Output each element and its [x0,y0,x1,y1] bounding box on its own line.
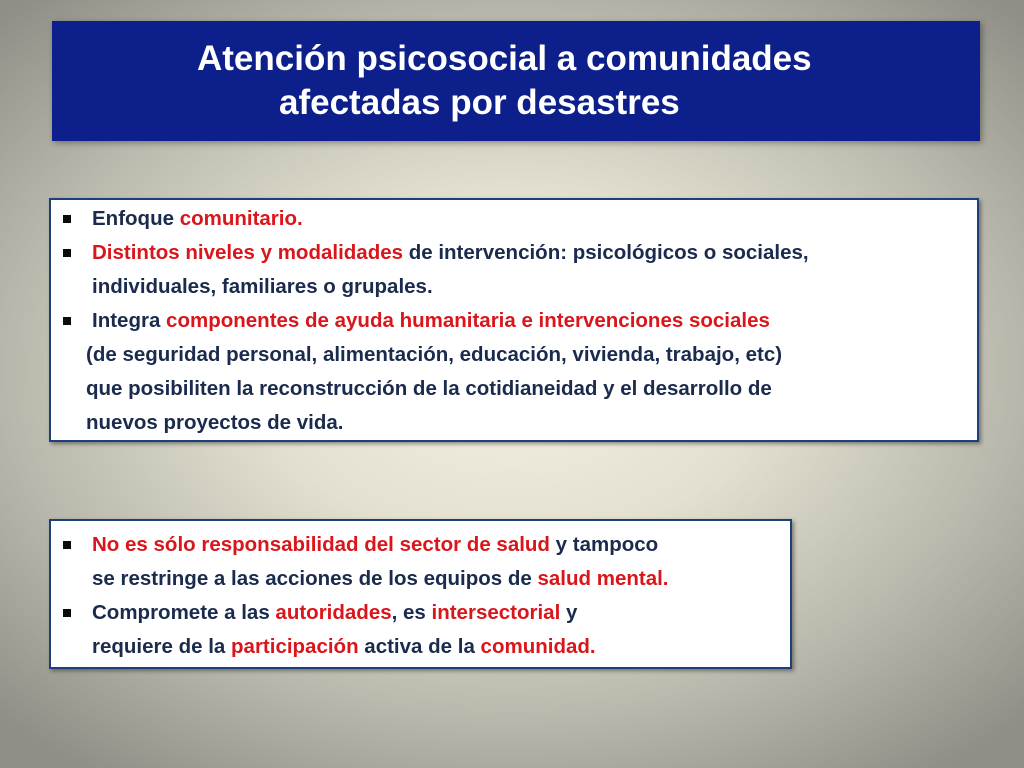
bullet-line [92,528,658,562]
highlight-segment: salud mental. [537,567,669,590]
text-segment: , es [391,601,432,624]
highlight-segment: comunidad. [480,635,596,658]
bullet-line [92,202,303,236]
highlight-segment: participación [231,635,359,658]
continuation-line [86,372,772,406]
text-segment: que posibiliten la reconstrucción de la cotidianeidad y el desarrollo de [86,377,772,400]
continuation-line [92,270,433,304]
text-segment: Integra [92,309,167,332]
square-bullet-icon [63,609,71,617]
continuation-line [92,630,596,664]
continuation-line [86,338,782,372]
content-box-approach [49,198,979,442]
text-segment: individuales, familiares o grupales. [92,275,433,298]
title-banner [52,21,980,141]
text-segment: y tampoco [549,533,659,556]
bullet-line [92,596,577,630]
highlight-segment: intersectorial [431,601,561,624]
highlight-segment: No es sólo responsabilidad del sector de salud [92,533,550,556]
highlight-segment: componentes de ayuda humanitaria e intervenciones sociales [166,309,770,332]
square-bullet-icon [63,249,71,257]
highlight-segment: comunitario. [179,207,303,230]
continuation-line [92,562,669,596]
square-bullet-icon [63,541,71,549]
text-segment: y [560,601,578,624]
text-segment: de intervención: psicológicos o sociales, [403,241,809,264]
title-line-1: Atención psicosocial a comunidades [197,39,812,78]
title-line-2: afectadas por desastres [279,83,680,122]
highlight-segment: Distintos niveles y modalidades [92,241,404,264]
highlight-segment: autoridades [275,601,392,624]
text-segment: (de seguridad personal, alimentación, educación, vivienda, trabajo, etc) [86,343,783,366]
text-segment: activa de la [358,635,481,658]
square-bullet-icon [63,317,71,325]
text-segment: nuevos proyectos de vida. [86,411,344,434]
bullet-line [92,236,809,270]
square-bullet-icon [63,215,71,223]
bullet-line [92,304,770,338]
content-box-responsibility [49,519,792,669]
text-segment: Compromete a las [92,601,276,624]
text-segment: se restringe a las acciones de los equipos de [92,567,538,590]
text-segment: requiere de la [92,635,232,658]
text-segment: Enfoque [92,207,180,230]
continuation-line [86,406,343,440]
